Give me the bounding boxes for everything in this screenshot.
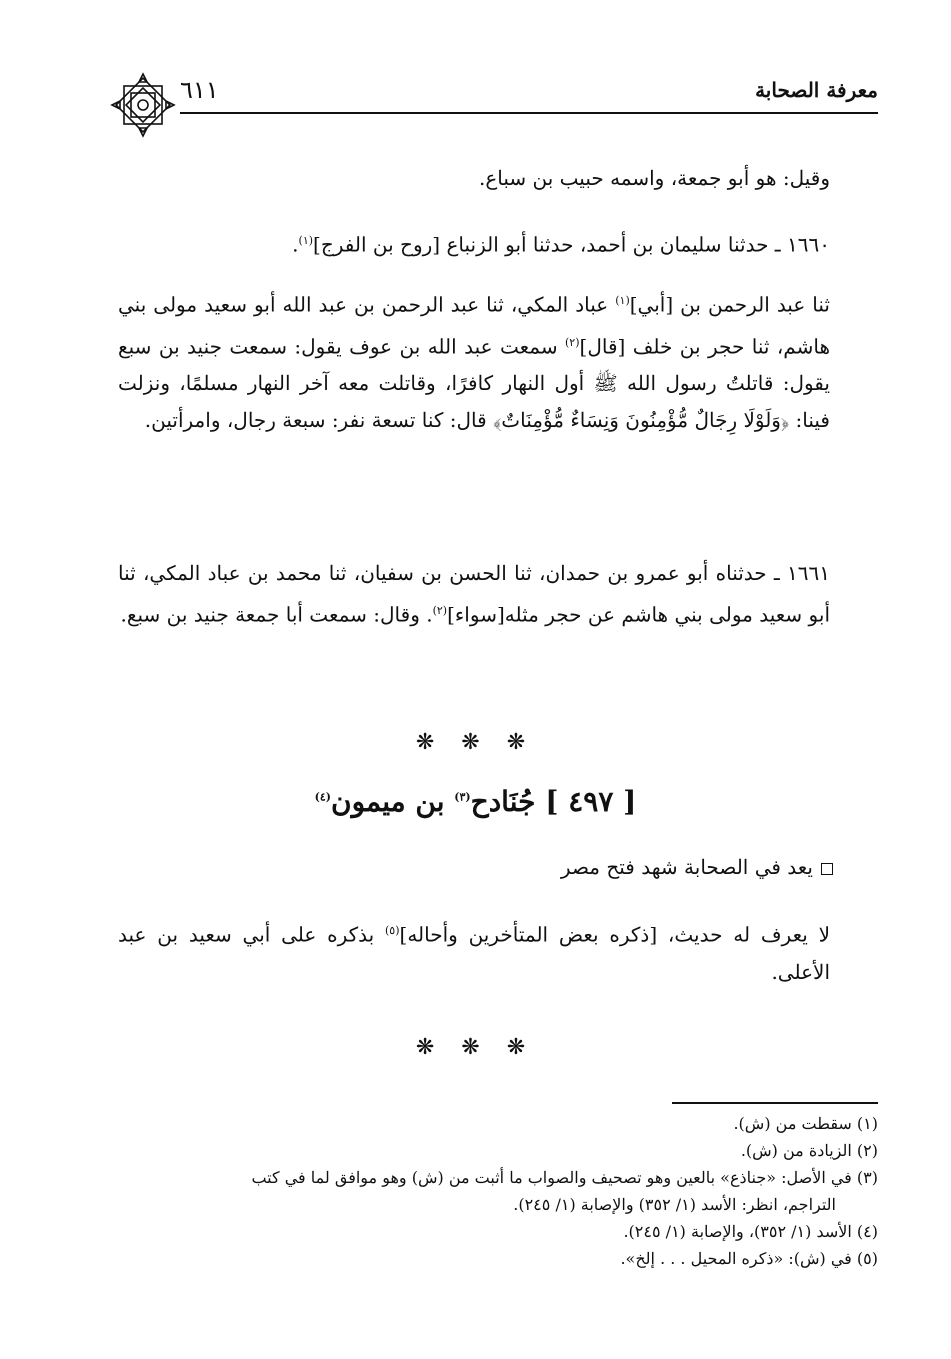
paragraph-text: سمعت عبد الله بن عوف يقول: سمعت جنيد بن سبع يقول: قاتلتُ رسول الله ﷺ أول النهار كافرًا، وقاتلت معه آخر النهار مسلمًا، ونزلت فينا: ﴿وَلَوْلَا رِجَالٌ مُّؤْمِنُونَ وَنِسَاءٌ مُّؤْمِنَاتٌ﴾ قال: كنا تسعة نفر: سبعة رجال، وامرأتين. [118, 334, 830, 433]
paragraph-hadith-1660 [118, 222, 868, 264]
paragraph-end: . [292, 232, 299, 257]
paragraph-text: ثنا عبد الرحمن بن [أبي] [629, 292, 830, 317]
paragraph-hadith-1661 [118, 555, 868, 634]
footnote-ref: (٢) [565, 335, 580, 349]
paragraph-text: وقيل: هو أبو جمعة، واسمه حبيب بن سباع. [478, 166, 830, 190]
page-header [110, 72, 878, 122]
section-separator: ❋ ❋ ❋ [415, 730, 536, 755]
footnote-4: (٤) الأسد (١/ ٣٥٢)، والإصابة (١/ ٢٤٥). [623, 1222, 878, 1241]
footnote-ref: (٥) [385, 924, 400, 937]
entry-number: [ ٤٩٧ ] [545, 785, 637, 818]
entry-note [561, 855, 833, 879]
entry-heading [0, 785, 951, 818]
ornament-icon [110, 72, 176, 138]
paragraph-text: . وقال: سمعت أبا جمعة جنيد بن سبع. [120, 602, 433, 627]
paragraph-text: عباد المكي، ثنا عبد الرحمن بن عبد الله أبو سعيد مولى بني هاشم، ثنا حجر بن خلف [قال] [118, 292, 830, 359]
footnote-ref: (٤) [314, 790, 331, 804]
entry-note-text: يعد في الصحابة شهد فتح مصر [560, 855, 813, 879]
footnotes [118, 1110, 878, 1272]
section-separator: ❋ ❋ ❋ [415, 1035, 536, 1060]
paragraph-entry-body [118, 912, 868, 991]
footnote-2: (٢) الزيادة من (ش). [740, 1141, 878, 1160]
box-icon [821, 863, 833, 875]
entry-name: بن ميمون [331, 785, 445, 818]
footnote-ref: (١) [615, 294, 630, 307]
paragraph-text: ١٦٦١ ـ حدثناه أبو عمرو بن حمدان، ثنا الحسن بن سفيان، ثنا محمد بن عباد المكي، ثنا أبو سعيد مولى بني هاشم عن حجر مثله[سواء] [118, 561, 830, 627]
footnote-ref: (٣) [454, 790, 471, 804]
paragraph-1 [118, 160, 868, 197]
paragraph-text: ١٦٦٠ ـ حدثنا سليمان بن أحمد، حدثنا أبو الزنباع [روح بن الفرج] [313, 232, 830, 257]
footnote-ref: (٢) [432, 604, 448, 617]
footnote-1: (١) سقطت من (ش). [733, 1114, 878, 1133]
footnote-5: (٥) في (ش): «ذكره المحيل . . . إلخ». [620, 1249, 878, 1268]
footnote-rule [672, 1102, 878, 1104]
footnote-ref: (١) [298, 234, 314, 247]
paragraph-text: لا يعرف له حديث، [ذكره بعض المتأخرين وأحاله] [399, 922, 830, 947]
footnote-3-continuation: التراجم، انظر: الأسد (١/ ٣٥٢) والإصابة (١/ ٢٤٥). [513, 1195, 836, 1214]
page-number: ٦١١ [180, 76, 219, 104]
header-rule [180, 112, 878, 114]
paragraph-isnad [118, 282, 868, 439]
entry-name: جُنَادح [470, 785, 536, 818]
running-title: معرفة الصحابة [755, 78, 878, 102]
footnote-3: (٣) في الأصل: «جناذع» بالعين وهو تصحيف والصواب ما أثبت من (ش) وهو موافق لما في كتب [251, 1168, 878, 1187]
paragraph-text: بذكره على أبي سعيد بن عبد الأعلى. [118, 922, 830, 984]
